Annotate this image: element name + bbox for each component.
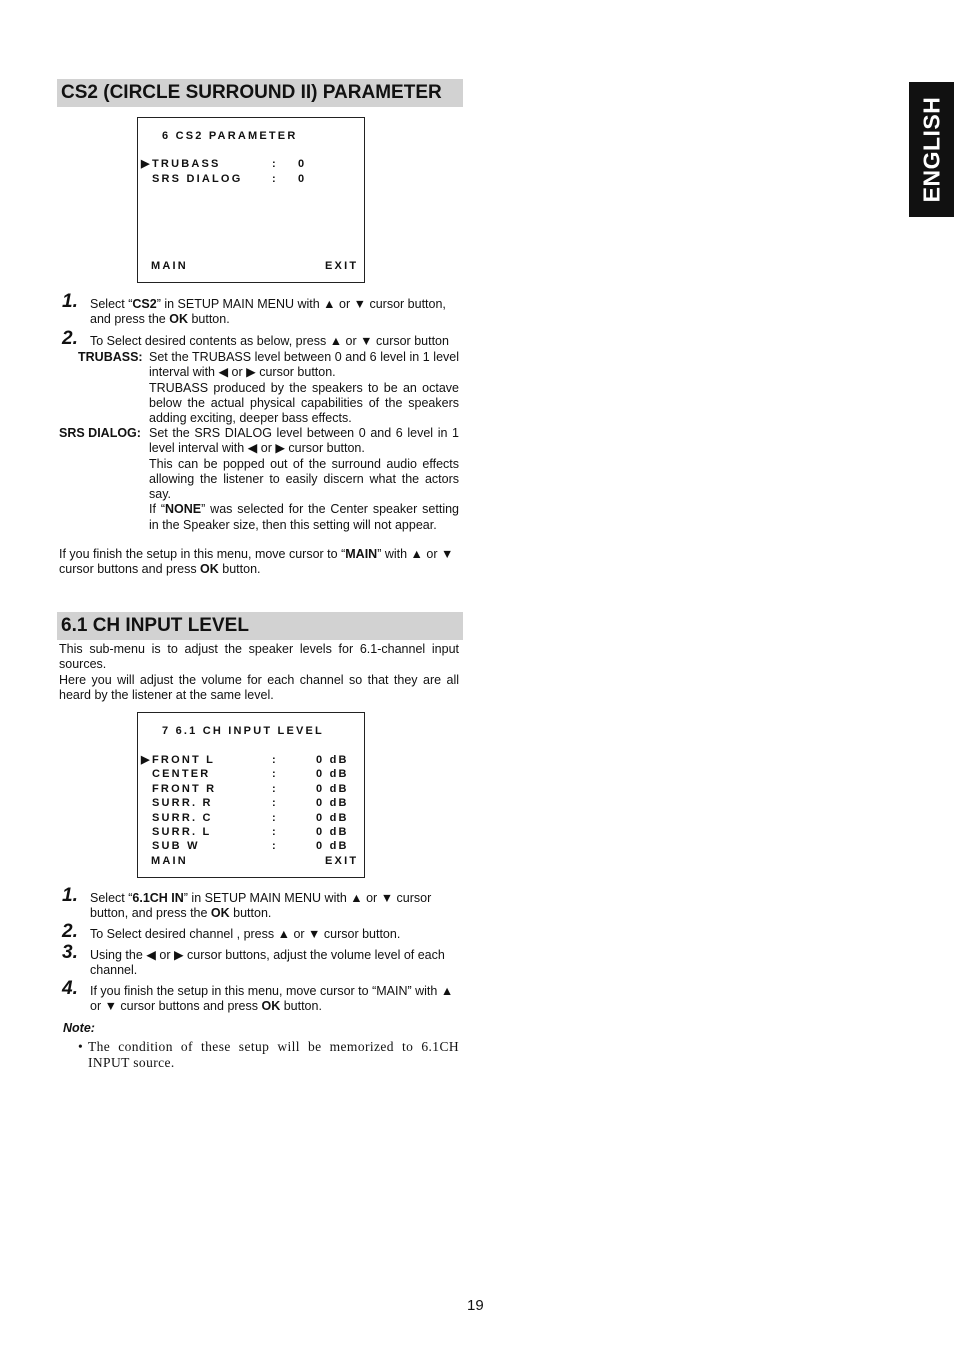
osd-row-sep: :	[272, 754, 278, 766]
step-text: Select “CS2” in SETUP MAIN MENU with ▲ or ▼ cursor button, and press the OK button.	[90, 297, 446, 327]
step-number: 4.	[62, 978, 78, 999]
step-number: 1.	[62, 885, 78, 906]
osd-main: MAIN	[151, 260, 188, 272]
step-number: 1.	[62, 291, 78, 312]
step-text: To Select desired contents as below, press ▲ or ▼ cursor button	[90, 334, 449, 348]
osd-row-sep: :	[272, 768, 278, 780]
osd-row-sep: :	[272, 158, 278, 170]
osd-row-value: 0	[298, 158, 307, 170]
osd-title: 7 6.1 CH INPUT LEVEL	[162, 725, 324, 737]
osd-row-value: 0 dB	[316, 754, 349, 766]
osd-row-value: 0 dB	[316, 783, 349, 795]
step-number: 3.	[62, 942, 78, 963]
osd-row-value: 0 dB	[316, 768, 349, 780]
step-text: Using the ◀ or ▶ cursor buttons, adjust the volume level of each channel.	[90, 948, 445, 978]
osd-cursor: ▶	[141, 158, 150, 170]
osd-row-value: 0 dB	[316, 826, 349, 838]
osd-row-value: 0 dB	[316, 840, 349, 852]
osd-row-sep: :	[272, 826, 278, 838]
osd-row-sep: :	[272, 173, 278, 185]
osd-row-label: SURR. L	[152, 826, 212, 838]
term-trubass: TRUBASS:	[78, 350, 143, 364]
osd-row-label: SURR. R	[152, 797, 213, 809]
osd-row-label: SRS DIALOG	[152, 173, 243, 185]
osd-row-label: SUB W	[152, 840, 200, 852]
section-title-cs2: CS2 (CIRCLE SURROUND II) PARAMETER	[57, 79, 463, 107]
step-text: If you finish the setup in this menu, move cursor to “MAIN” with ▲ or ▼ cursor buttons and press OK button.	[90, 984, 454, 1014]
step-text: To Select desired channel , press ▲ or ▼ cursor button.	[90, 927, 401, 941]
section-title-61ch: 6.1 CH INPUT LEVEL	[57, 612, 463, 640]
step-text: Select “6.1CH IN” in SETUP MAIN MENU with ▲ or ▼ cursor button, and press the OK button.	[90, 891, 432, 921]
osd-row-label: CENTER	[152, 768, 211, 780]
osd-main: MAIN	[151, 855, 188, 867]
language-tab	[909, 82, 954, 217]
osd-61ch-input-level	[137, 712, 365, 878]
osd-row-label: TRUBASS	[152, 158, 221, 170]
osd-row-label: FRONT R	[152, 783, 217, 795]
osd-row-sep: :	[272, 812, 278, 824]
osd-row-value: 0 dB	[316, 797, 349, 809]
osd-row-value: 0 dB	[316, 812, 349, 824]
finish-text: If you finish the setup in this menu, move cursor to “MAIN” with ▲ or ▼ cursor buttons and press OK button.	[59, 547, 454, 577]
osd-row-label: SURR. C	[152, 812, 213, 824]
page-number: 19	[467, 1297, 484, 1314]
term-srs-dialog: SRS DIALOG:	[59, 426, 141, 440]
osd-exit: EXIT	[325, 855, 359, 867]
osd-cursor: ▶	[141, 754, 150, 766]
desc-trubass: Set the TRUBASS level between 0 and 6 level in 1 level interval with ◀ or ▶ cursor button. TRUBASS produced by the speakers to be an octave below the actual physical capabilities of the speakers adding exciting, deeper bass effects.	[149, 350, 459, 426]
note-label: Note:	[63, 1021, 95, 1035]
desc-srs-dialog: Set the SRS DIALOG level between 0 and 6 level in 1 level interval with ◀ or ▶ cursor button. This can be popped out of the surround audio effects allowing the listener to easily discern what the actors say. If “NONE” was selected for the Center speaker setting in the Speaker size, then this setting will not appear.	[149, 426, 459, 532]
osd-row-sep: :	[272, 797, 278, 809]
osd-exit: EXIT	[325, 260, 359, 272]
step-number: 2.	[62, 328, 78, 349]
osd-cs2-parameter	[137, 117, 365, 283]
osd-row-value: 0	[298, 173, 307, 185]
osd-row-label: FRONT L	[152, 754, 216, 766]
note-text: The condition of these setup will be memorized to 6.1CH INPUT source.	[88, 1039, 459, 1070]
osd-row-sep: :	[272, 840, 278, 852]
language-tab-label: ENGLISH	[918, 96, 945, 203]
osd-row-sep: :	[272, 783, 278, 795]
osd-title: 6 CS2 PARAMETER	[162, 130, 298, 142]
step-number: 2.	[62, 921, 78, 942]
note-bullet: •	[78, 1039, 84, 1054]
intro-text: This sub-menu is to adjust the speaker levels for 6.1-channel input sources. Here you will adjust the volume for each channel so that they are all heard by the listener at the same level.	[59, 642, 459, 702]
